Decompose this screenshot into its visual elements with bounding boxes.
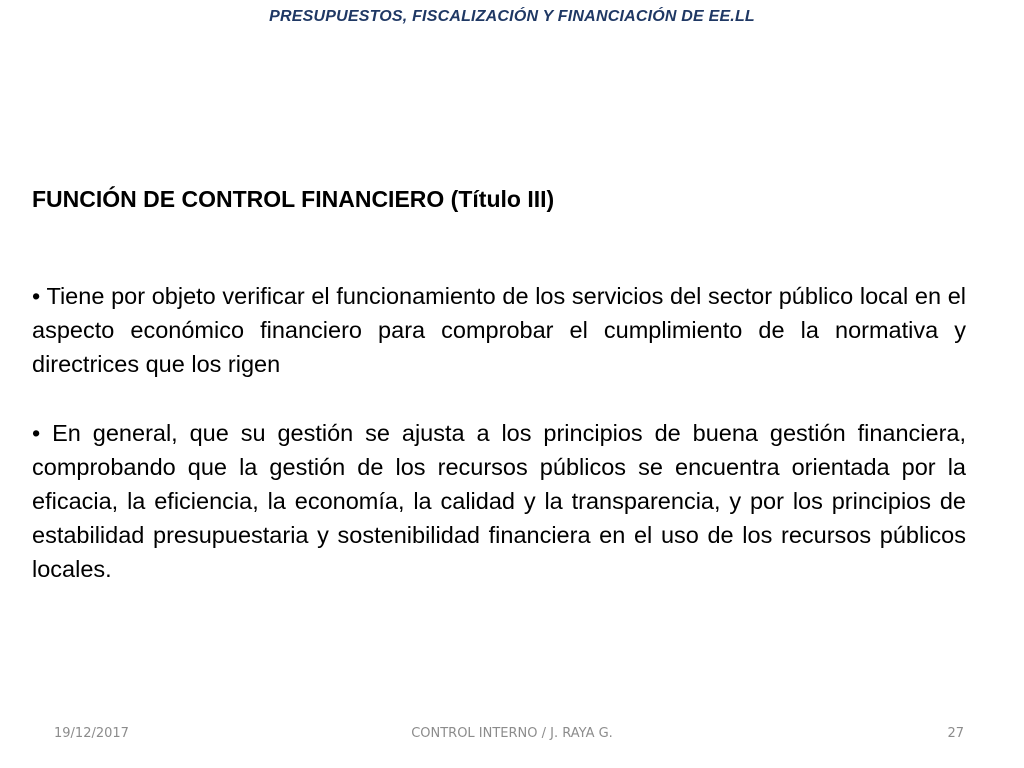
page-header-title: PRESUPUESTOS, FISCALIZACIÓN Y FINANCIACIÓN DE EE.LL [269, 8, 755, 25]
slide-heading: FUNCIÓN DE CONTROL FINANCIERO (Título III) [32, 186, 555, 212]
footer-page-number: 27 [947, 726, 964, 741]
bullet-paragraph-objective: • Tiene por objeto verificar el funcionamiento de los servicios del sector público local en el aspecto económico financiero para comprobar el cumplimiento de la normativa y directrices que los rigen [32, 283, 966, 377]
bullet-paragraph-principles: • En general, que su gestión se ajusta a los principios de buena gestión financiera, comprobando que la gestión de los recursos públicos se encuentra orientada por la eficacia, la eficiencia, la economía, la calidad y la transparencia, y por los principios de estabilidad presupuestaria y sostenibilidad financiera en el uso de los recursos públicos locales. [32, 420, 966, 582]
footer-date: 19/12/2017 [54, 726, 129, 741]
footer-author: CONTROL INTERNO / J. RAYA G. [411, 726, 613, 741]
